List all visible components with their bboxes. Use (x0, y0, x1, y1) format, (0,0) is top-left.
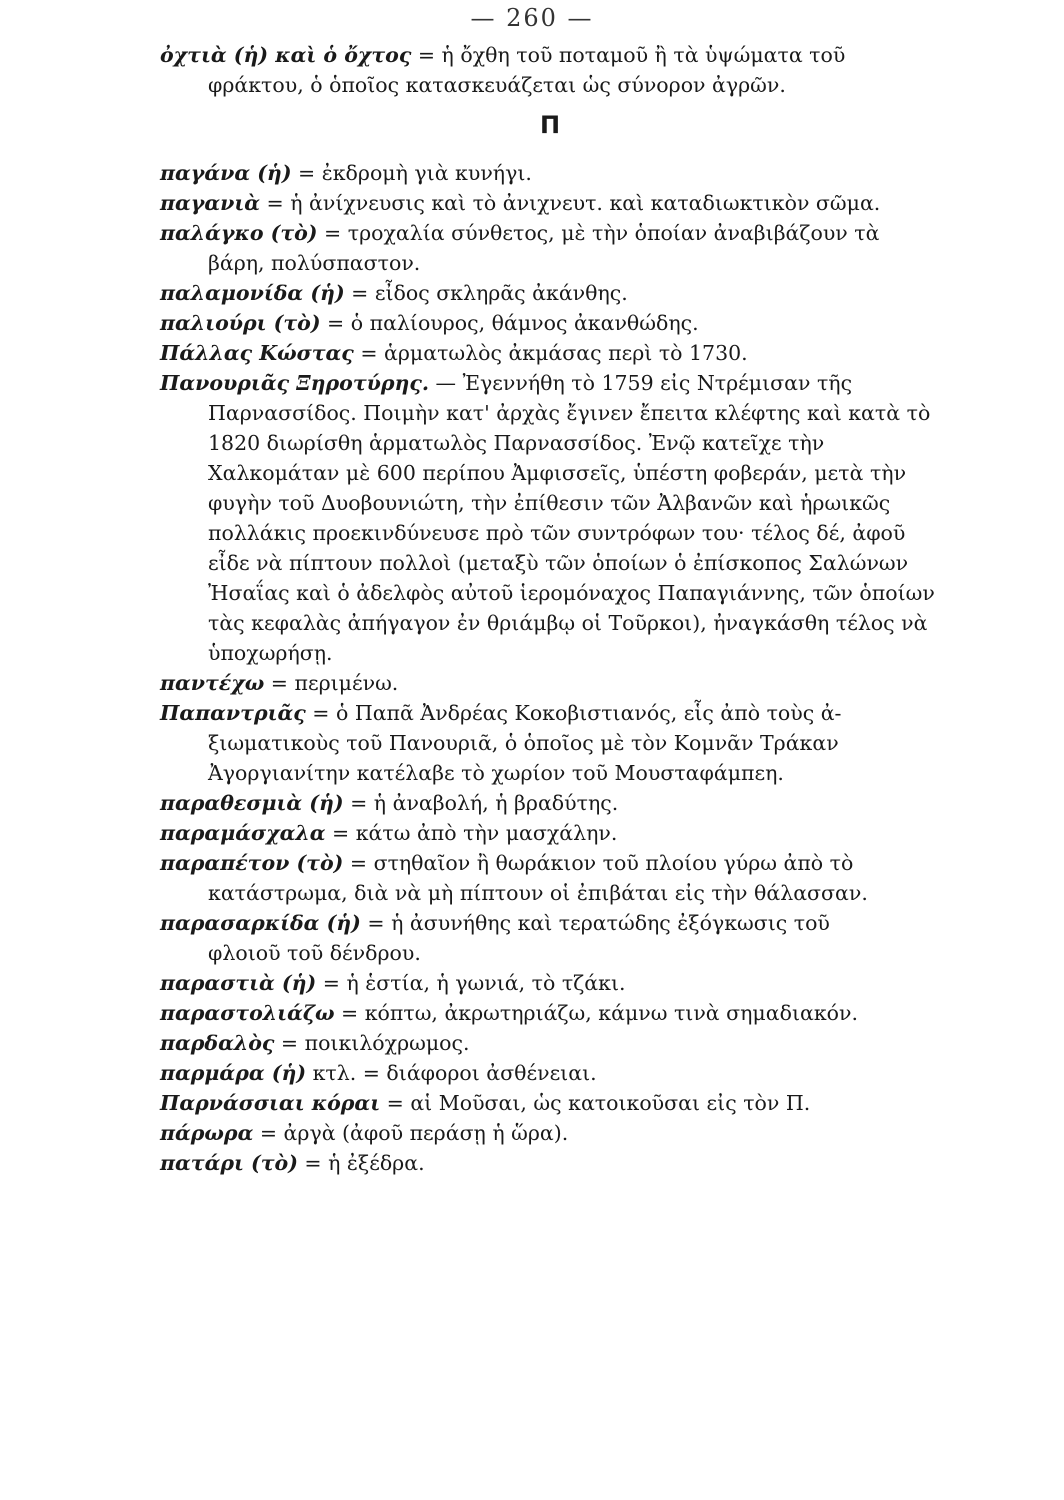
entry-definition: κτλ. = διάφοροι ἀσθένειαι. (306, 1061, 597, 1085)
page-number: — 260 — (470, 4, 594, 32)
entry-definition: = ἡ ἀναβολή, ἡ βραδύτης. (343, 791, 619, 815)
entry-headword: παντέχω (160, 671, 265, 695)
entry-definition: = ὁ παλίουρος, θάμνος ἀκανθώδης. (320, 311, 699, 335)
entry-definition: = ἡ ἀσυνήθης καὶ τερατώδης ἐξόγκωσις τοῦ (360, 911, 830, 935)
entry-continuation: βάρη, πολύσπαστον. (208, 251, 421, 275)
entry-definition: = περιμένω. (264, 671, 399, 695)
entry-headword: παραπέτον (τὸ) (160, 851, 344, 875)
entry-paramaschala (160, 818, 940, 848)
entry-headword: παγανιὰ (160, 191, 261, 215)
entry-definition: = κόπτω, ἀκρωτηριάζω, κάμνω τινὰ σημαδιακόν. (334, 1001, 858, 1025)
entry-definition: = ἡ ὄχθη τοῦ ποταμοῦ ἢ τὰ ὑψώματα τοῦ (411, 43, 846, 67)
entry-headword: παρασαρκίδα (ἡ) (160, 911, 361, 935)
entry-continuation: ξιωματικοὺς τοῦ Πανουριᾶ, ὁ ὁποῖος μὲ τὸν Κομνᾶν Τράκαν Ἀγοργιανίτην κατέλαβε τὸ χωρίον τοῦ Μουσταφάμπεη. (208, 731, 839, 785)
entry-parora (160, 1118, 940, 1148)
entry-headword: παρδαλὸς (160, 1031, 275, 1055)
entry-parathesmia (160, 788, 940, 818)
entry-definition: = ἡ ἑστία, ἡ γωνιά, τὸ τζάκι. (316, 971, 626, 995)
entry-parmara (160, 1058, 940, 1088)
entry-ochtia (160, 40, 940, 100)
glossary-entries (160, 40, 940, 1178)
entry-headword: πάρωρα (160, 1121, 254, 1145)
entry-headword: ὀχτιὰ (ἡ) καὶ ὁ ὄχτος (160, 43, 412, 67)
entry-pallas-kostas (160, 338, 940, 368)
entry-definition: = ἀργὰ (ἀφοῦ περάσῃ ἡ ὥρα). (253, 1121, 569, 1145)
entry-parastoliazo (160, 998, 940, 1028)
entry-headword: παλιούρι (τὸ) (160, 311, 321, 335)
entry-panourias (160, 368, 940, 668)
entry-definition: = ὁ Παπᾶ Ἀνδρέας Κοκοβιστιανός, εἷς ἀπὸ τοὺς ἀ- (305, 701, 842, 725)
entry-headword: παγάνα (ἡ) (160, 161, 292, 185)
entry-parastia (160, 968, 940, 998)
entry-continuation: Παρνασσίδος. Ποιμὴν κατ' ἀρχὰς ἔγινεν ἔπειτα κλέφτης καὶ κατὰ τὸ 1820 διωρίσθη ἁρματωλὸς Παρνασσίδος. Ἐνῷ κατεῖχε τὴν Χαλκομάταν μὲ 600 περίπου Ἀμφισσεῖς, ὑπέστη φοβεράν, μετὰ τὴν φυγὴν τοῦ Δυοβουνιώτη, τὴν ἐπίθεσιν τῶν Ἀλβανῶν καὶ ἡρωικῶς πολλάκις προεκινδύνευσε πρὸ τῶν συντρόφων του· τέλος δέ, ἀφοῦ εἶδε νὰ πίπτουν πολλοὶ (μεταξὺ τῶν ὁποίων ὁ ἐπίσκοπος Σαλώνων Ἠσαΐας καὶ ὁ ἀδελφὸς αὐτοῦ ἱερομόναχος Παπαγιάννης, τῶν ὁποίων τὰς κεφαλὰς ἀπήγαγον ἐν θριάμβῳ οἱ Τοῦρκοι), ἠναγκάσθη τέλος νὰ ὑποχωρήσῃ. (208, 401, 935, 665)
entry-continuation: κατάστρωμα, διὰ νὰ μὴ πίπτουν οἱ ἐπιβάται εἰς τὴν θάλασσαν. (208, 881, 868, 905)
entry-parnassiai-korai (160, 1088, 940, 1118)
entry-headword: Πάλλας Κώστας (160, 341, 354, 365)
entry-definition: — Ἐγεννήθη τὸ 1759 εἰς Ντρέμισαν τῆς (429, 371, 853, 395)
entry-headword: παραθεσμιὰ (ἡ) (160, 791, 344, 815)
entry-patari (160, 1148, 940, 1178)
entry-palamonida (160, 278, 940, 308)
entry-headword: Παρνάσσιαι κόραι (160, 1091, 381, 1115)
entry-headword: παραστιὰ (ἡ) (160, 971, 317, 995)
entry-definition: = αἱ Μοῦσαι, ὡς κατοικοῦσαι εἰς τὸν Π. (380, 1091, 811, 1115)
entry-definition: = κάτω ἀπὸ τὴν μασχάλην. (325, 821, 618, 845)
entry-parasarkida (160, 908, 940, 968)
entry-definition: = ἡ ἐξέδρα. (297, 1151, 425, 1175)
entry-headword: παραμάσχαλα (160, 821, 326, 845)
entry-definition: = ποικιλόχρωμος. (274, 1031, 470, 1055)
entry-headword: πατάρι (τὸ) (160, 1151, 298, 1175)
entry-definition: = τροχαλία σύνθετος, μὲ τὴν ὁποίαν ἀναβιβάζουν τὰ (317, 221, 880, 245)
entry-continuation: φλοιοῦ τοῦ δένδρου. (208, 941, 421, 965)
section-letter: Π (539, 111, 561, 139)
entry-pardalos (160, 1028, 940, 1058)
entry-papantrias (160, 698, 940, 788)
entry-definition: = ἡ ἀνίχνευσις καὶ τὸ ἀνιχνευτ. καὶ καταδιωκτικὸν σῶμα. (260, 191, 881, 215)
entry-headword: παρμάρα (ἡ) (160, 1061, 307, 1085)
entry-paliouri (160, 308, 940, 338)
entry-pagania (160, 188, 940, 218)
entry-headword: Παπαντριᾶς (160, 701, 306, 725)
entry-continuation: φράκτου, ὁ ὁποῖος κατασκευάζεται ὡς σύνορον ἀγρῶν. (208, 73, 786, 97)
entry-definition: = στηθαῖον ἢ θωράκιον τοῦ πλοίου γύρω ἀπὸ τὸ (343, 851, 854, 875)
entry-headword: παλαμονίδα (ἡ) (160, 281, 345, 305)
entry-pagana (160, 158, 940, 188)
entry-parapeton (160, 848, 940, 908)
entry-pantecho (160, 668, 940, 698)
entry-definition: = ἁρματωλὸς ἀκμάσας περὶ τὸ 1730. (353, 341, 748, 365)
entry-headword: παλάγκο (τὸ) (160, 221, 318, 245)
entry-headword: παραστολιάζω (160, 1001, 335, 1025)
entry-definition: = εἶδος σκληρᾶς ἀκάνθης. (344, 281, 628, 305)
entry-palagko (160, 218, 940, 278)
entry-definition: = ἐκδρομὴ γιὰ κυνήγι. (291, 161, 532, 185)
entry-headword: Πανουριᾶς Ξηροτύρης. (160, 371, 430, 395)
